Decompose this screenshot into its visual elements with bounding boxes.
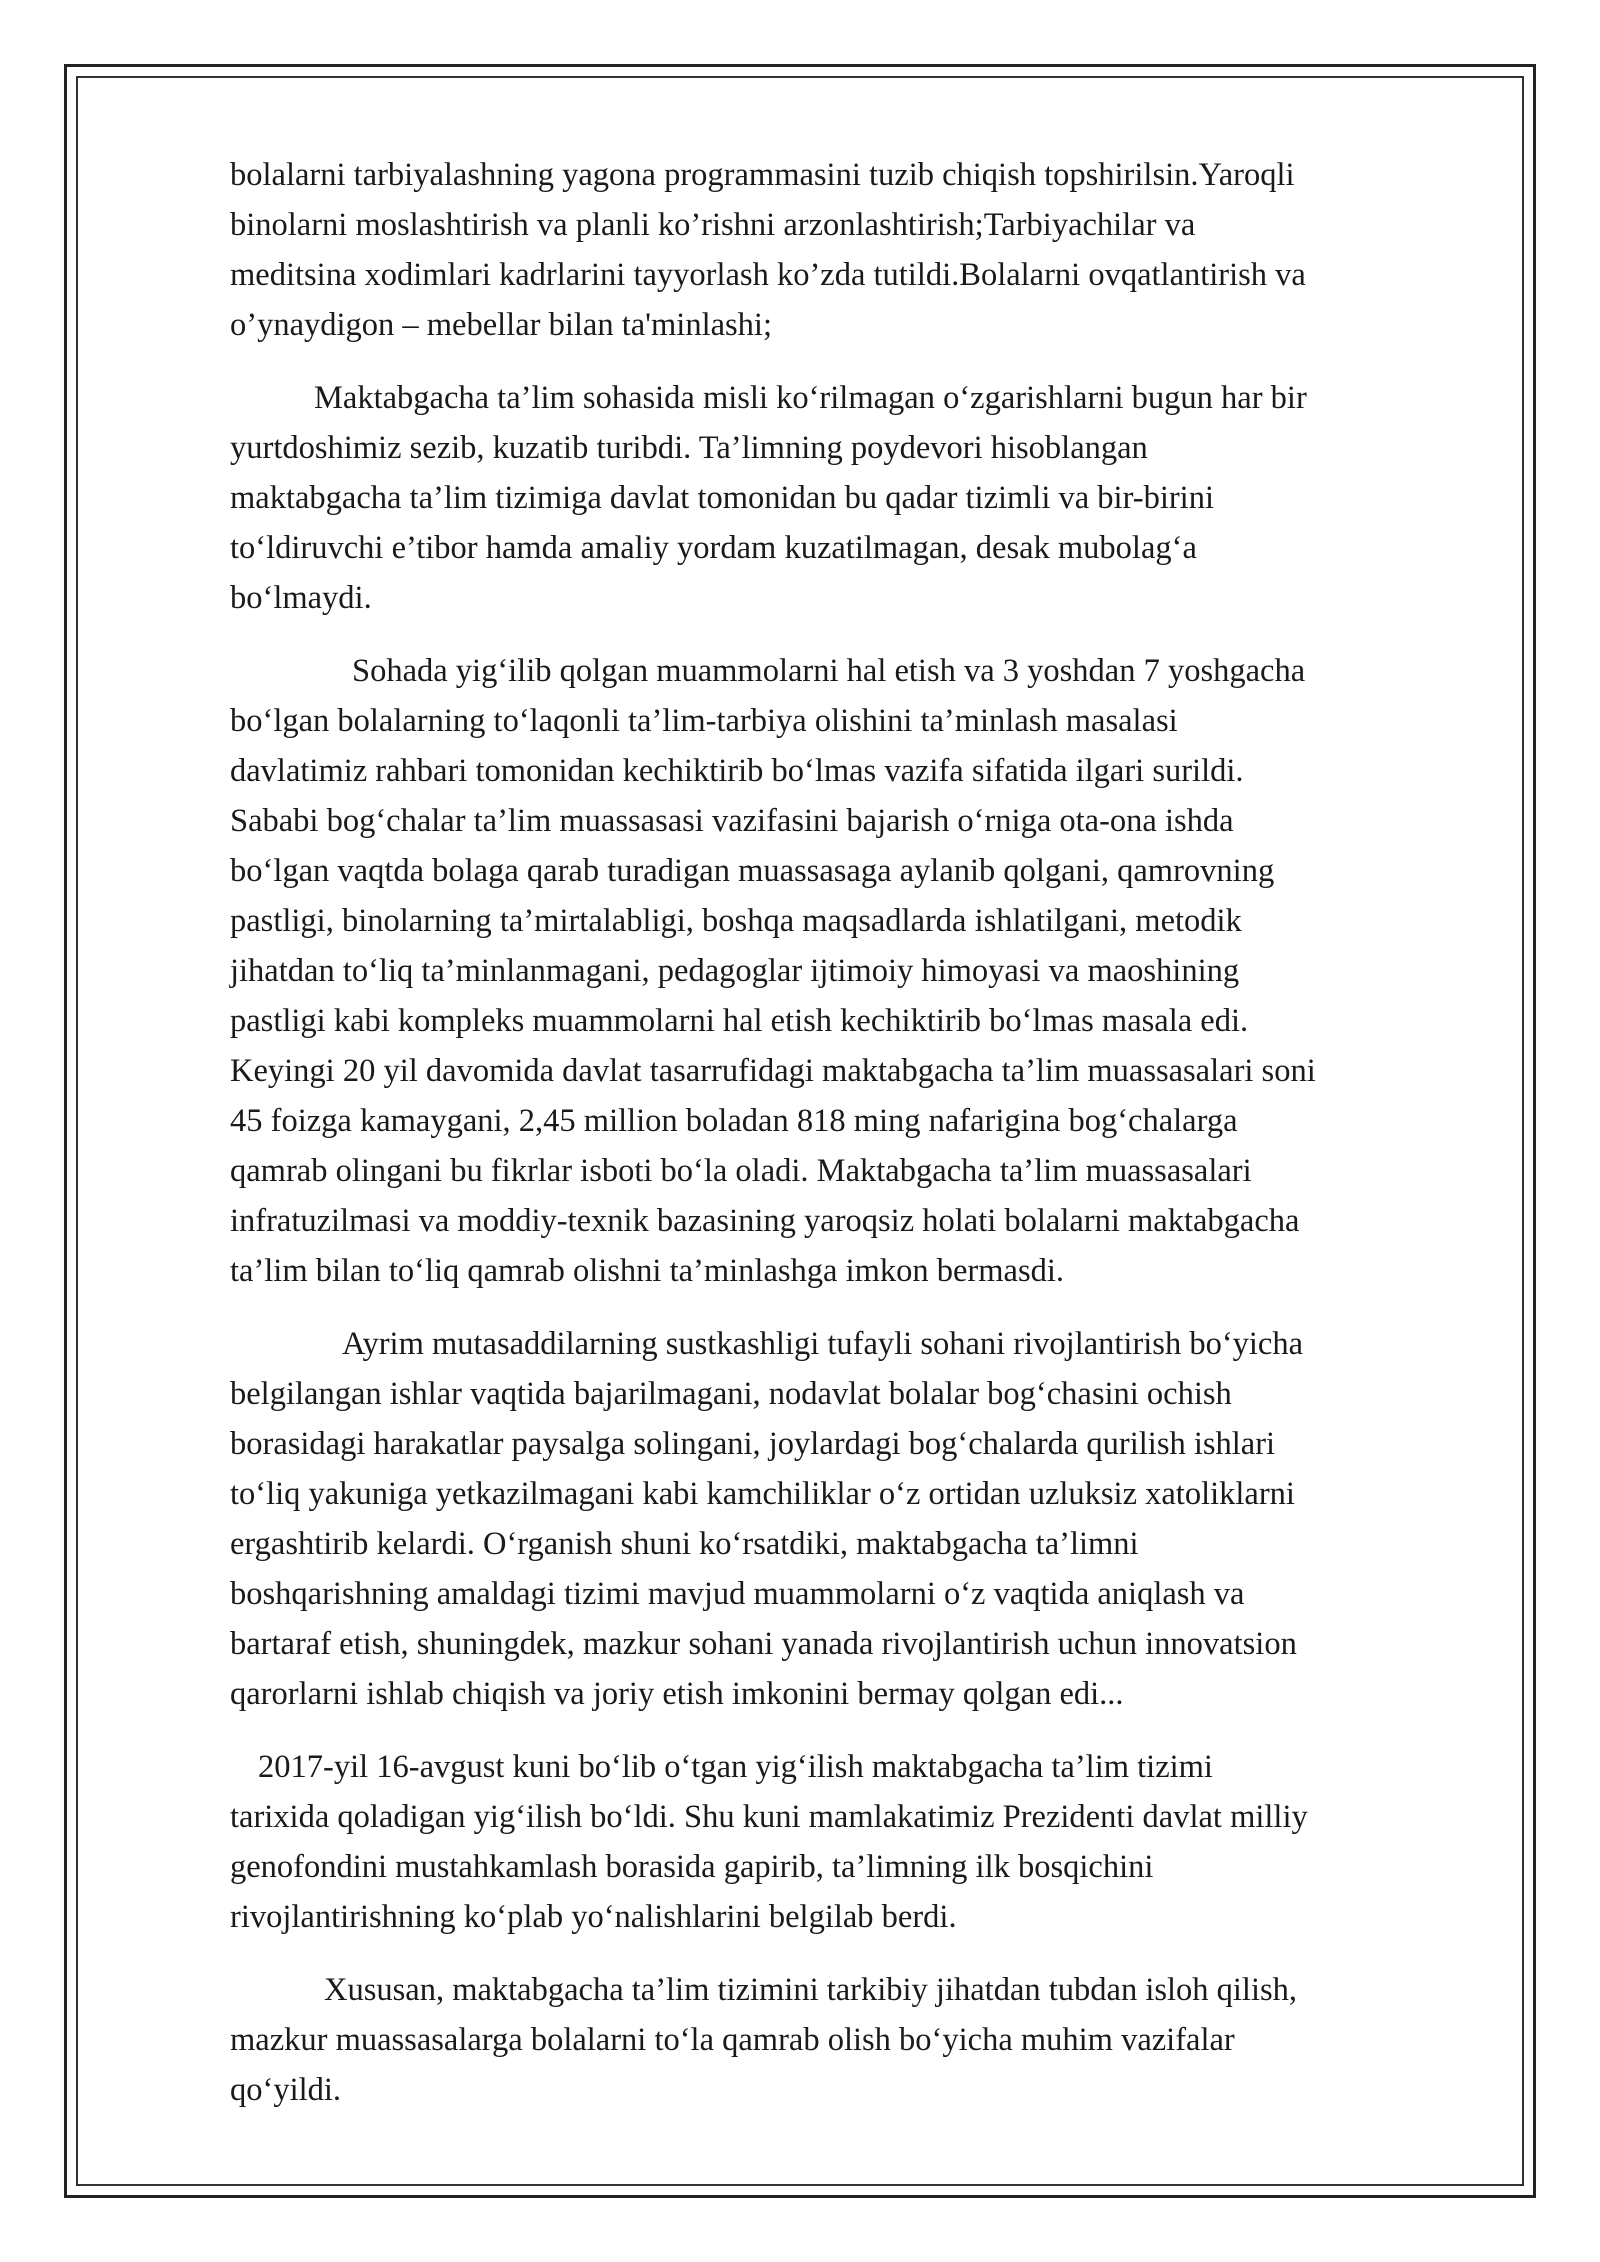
text-line: boshqarishning amaldagi tizimi mavjud muammolarni o‘z vaqtida aniqlash va [230,1576,1245,1612]
text-line: to‘liq yakuniga yetkazilmagani kabi kamchiliklar o‘z ortidan uzluksiz xatoliklarni [230,1476,1295,1512]
text-line: to‘ldiruvchi e’tibor hamda amaliy yordam kuzatilmagan, desak mubolag‘a [230,530,1197,566]
text-line: mazkur muassasalarga bolalarni to‘la qamrab olish bo‘yicha muhim vazifalar [230,2022,1235,2058]
paragraph-3 [230,646,1500,1296]
text-line: ta’lim bilan to‘liq qamrab olishni ta’minlashga imkon bermasdi. [230,1253,1065,1289]
text-line: infratuzilmasi va moddiy-texnik bazasining yaroqsiz holati bolalarni maktabgacha [230,1203,1300,1239]
text-line: meditsina xodimlari kadrlarini tayyorlash ko’zda tutildi.Bolalarni ovqatlantirish va [230,257,1306,293]
text-line: pastligi, binolarning ta’mirtalabligi, boshqa maqsadlarda ishlatilgani, metodik [230,903,1242,939]
text-line: belgilangan ishlar vaqtida bajarilmagani, nodavlat bolalar bog‘chasini ochish [230,1376,1232,1412]
text-line: bo‘lgan vaqtda bolaga qarab turadigan muassasaga aylanib qolgani, qamrovning [230,853,1275,889]
text-line: Sohada yig‘ilib qolgan muammolarni hal etish va 3 yoshdan 7 yoshgacha [352,653,1306,689]
paragraph-2 [230,373,1500,623]
text-line: yurtdoshimiz sezib, kuzatib turibdi. Ta’limning poydevori hisoblangan [230,430,1148,466]
text-line: 2017-yil 16-avgust kuni bo‘lib o‘tgan yig‘ilish maktabgacha ta’lim tizimi [258,1749,1213,1785]
text-line: pastligi kabi kompleks muammolarni hal etish kechiktirib bo‘lmas masala edi. [230,1003,1249,1039]
text-line: ergashtirib kelardi. O‘rganish shuni ko‘rsatdiki, maktabgacha ta’limni [230,1526,1139,1562]
text-line: Ayrim mutasaddilarning sustkashligi tufayli sohani rivojlantirish bo‘yicha [342,1326,1304,1362]
text-line: qamrab olingani bu fikrlar isboti bo‘la oladi. Maktabgacha ta’lim muassasalari [230,1153,1252,1189]
paragraph-4 [230,1319,1500,1719]
document-body [230,150,1500,2138]
text-line: tarixida qoladigan yig‘ilish bo‘ldi. Shu kuni mamlakatimiz Prezidenti davlat milliy [230,1799,1308,1835]
text-line: qarorlarni ishlab chiqish va joriy etish imkonini bermay qolgan edi... [230,1676,1124,1712]
text-line: maktabgacha ta’lim tizimiga davlat tomonidan bu qadar tizimli va bir-birini [230,480,1214,516]
text-line: jihatdan to‘liq ta’minlanmagani, pedagoglar ijtimoiy himoyasi va maoshining [230,953,1240,989]
text-line: qo‘yildi. [230,2072,342,2108]
text-line: bo‘lmaydi. [230,580,372,616]
text-line: Sababi bog‘chalar ta’lim muassasasi vazifasini bajarish o‘rniga ota-ona ishda [230,803,1234,839]
paragraph-1 [230,150,1500,350]
text-line: rivojlantirishning ko‘plab yo‘nalishlarini belgilab berdi. [230,1899,957,1935]
text-line: bo‘lgan bolalarning to‘laqonli ta’lim-tarbiya olishini ta’minlash masalasi [230,703,1178,739]
text-line: genofondini mustahkamlash borasida gapirib, ta’limning ilk bosqichini [230,1849,1154,1885]
text-line: bartaraf etish, shuningdek, mazkur sohani yanada rivojlantirish uchun innovatsion [230,1626,1297,1662]
text-line: o’ynaydigon – mebellar bilan ta'minlashi; [230,307,772,343]
text-line: Keyingi 20 yil davomida davlat tasarrufidagi maktabgacha ta’lim muassasalari soni [230,1053,1316,1089]
paragraph-6 [230,1965,1500,2115]
text-line: binolarni moslashtirish va planli ko’rishni arzonlashtirish;Tarbiyachilar va [230,207,1196,243]
text-line: Xususan, maktabgacha ta’lim tizimini tarkibiy jihatdan tubdan isloh qilish, [324,1972,1298,2008]
text-line: davlatimiz rahbari tomonidan kechiktirib bo‘lmas vazifa sifatida ilgari surildi. [230,753,1244,789]
paragraph-5 [230,1742,1500,1942]
text-line: bolalarni tarbiyalashning yagona programmasini tuzib chiqish topshirilsin.Yaroqli [230,157,1295,193]
text-line: borasidagi harakatlar paysalga solingani, joylardagi bog‘chalarda qurilish ishlari [230,1426,1276,1462]
text-line: Maktabgacha ta’lim sohasida misli ko‘rilmagan o‘zgarishlarni bugun har bir [314,380,1307,416]
text-line: 45 foizga kamaygani, 2,45 million boladan 818 ming nafarigina bog‘chalarga [230,1103,1238,1139]
